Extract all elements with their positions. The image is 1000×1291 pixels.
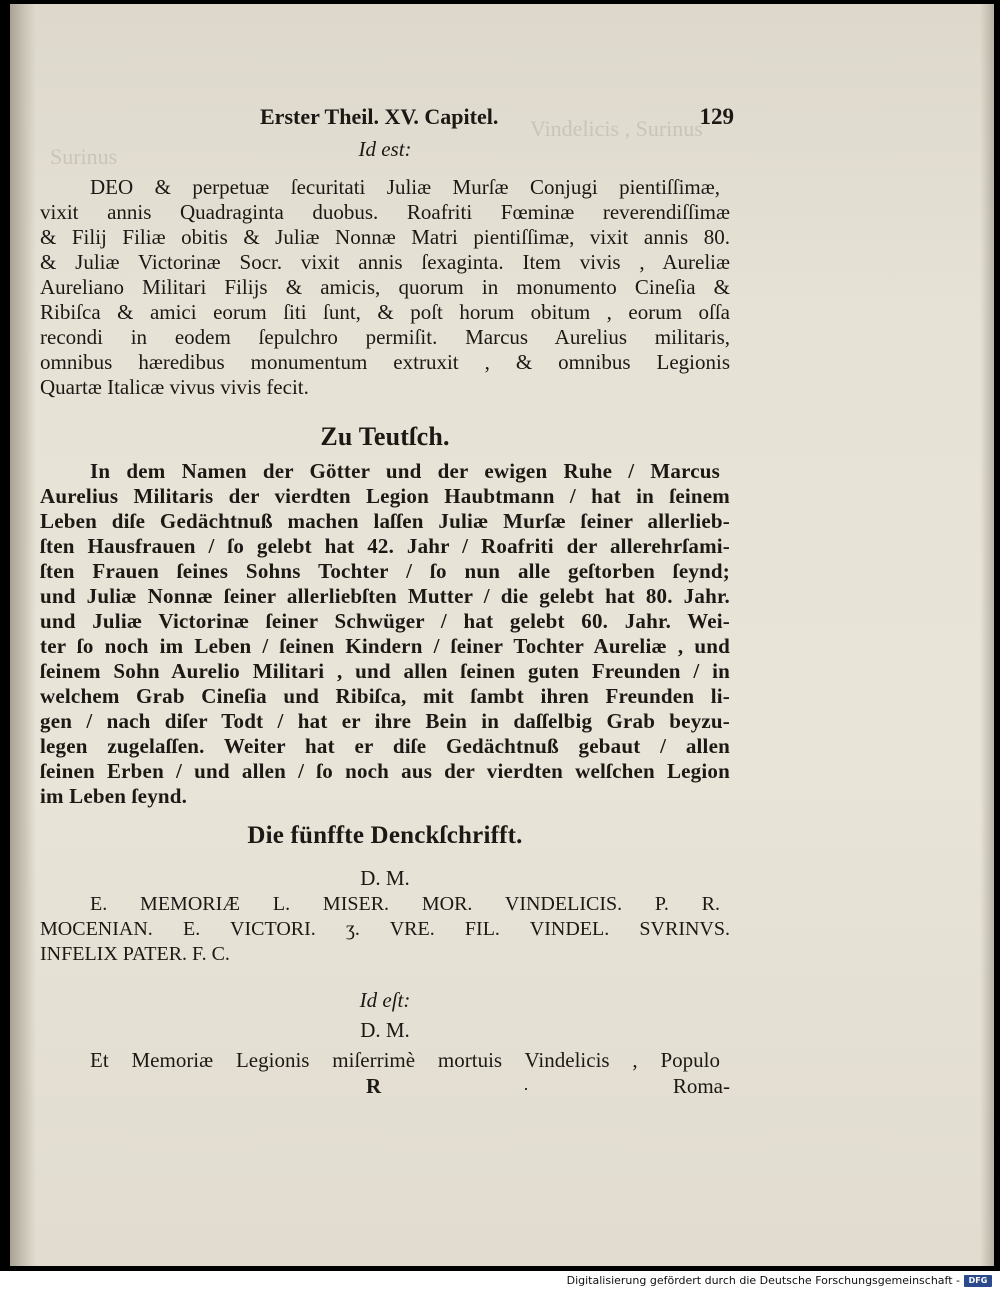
text-line: Leben diſe Gedächtnuß machen laſſen Juliæ Murſæ ſeiner allerlieb- <box>40 509 730 533</box>
ink-speck <box>525 1088 527 1090</box>
chapter-heading: Erster Theil. XV. Capitel. <box>260 104 499 129</box>
text-line: & Filij Filiæ obitis & Juliæ Nonnæ Matri pientiſſimæ, vixit annis 80. <box>40 225 730 249</box>
running-head <box>260 104 740 134</box>
section-heading: Id est: <box>358 137 412 161</box>
section-heading: Die fünffte Denckſchrifft. <box>247 822 523 849</box>
text-line: ſeinem Sohn Aurelio Militari , und allen ſeinen guten Freunden / in <box>40 659 730 683</box>
text-line: omnibus hæredibus monumentum extruxit , & omnibus Legionis <box>40 350 730 374</box>
section-heading: Id eſt: <box>359 988 411 1012</box>
section-heading: Zu Teutſch. <box>320 422 450 451</box>
text-line: Et Memoriæ Legionis miſerrimè mortuis Vindelicis , Populo <box>90 1048 720 1072</box>
text-line: und Juliæ Victorinæ ſeiner Schwüger / hat gelebt 60. Jahr. Wei- <box>40 609 730 633</box>
text-line: welchem Grab Cineſia und Ribiſca, mit ſambt ihren Freunden li- <box>40 684 730 708</box>
text-line: In dem Namen der Götter und der ewigen Ruhe / Marcus <box>90 459 720 483</box>
footer-bar <box>0 1271 1000 1291</box>
text-line: Ribiſca & amici eorum ſiti ſunt, & poſt horum obitum , eorum oſſa <box>40 300 730 324</box>
page-number: 129 <box>699 104 734 129</box>
signature-mark: R <box>366 1074 382 1098</box>
text-line: & Juliæ Victorinæ Socr. vixit annis ſexaginta. Item vivis , Aureliæ <box>40 250 730 274</box>
bleed-through-text: Surinus <box>50 144 118 169</box>
text-line: Quartæ Italicæ vivus vivis fecit. <box>40 375 309 399</box>
inscription-line: INFELIX PATER. F. C. <box>40 943 230 965</box>
text-line: vixit annis Quadraginta duobus. Roafriti Fœminæ reverendiſſimæ <box>40 200 730 224</box>
inscription-line: MOCENIAN. E. VICTORI. ʒ. VRE. FIL. VINDEL. SVRINVS. <box>40 918 730 940</box>
text-line: Aureliano Militari Filijs & amicis, quorum in monumento Cineſia & <box>40 275 730 299</box>
catchword: Roma- <box>672 1074 730 1098</box>
footer-credit: Digitalisierung gefördert durch die Deutsche Forschungsgemeinschaft - <box>566 1274 960 1287</box>
text-line: im Leben ſeynd. <box>40 784 188 808</box>
dfg-logo-icon: DFG <box>964 1275 992 1287</box>
text-line: legen zugelaſſen. Weiter hat er diſe Gedächtnuß gebaut / allen <box>40 734 730 758</box>
text-line: gen / nach diſer Todt / hat er ihre Bein in daſſelbig Grab beyzu- <box>40 709 730 733</box>
bleed-through-text: Vindelicis , Surinus <box>530 116 703 141</box>
text-line: recondi in eodem ſepulchro permiſit. Marcus Aurelius militaris, <box>40 325 730 349</box>
dm-line: D. M. <box>360 1018 410 1042</box>
text-line: und Juliæ Nonnæ ſeiner allerliebſten Mutter / die gelebt hat 80. Jahr. <box>40 584 730 608</box>
text-line: ter ſo noch im Leben / ſeinen Kindern / ſeiner Tochter Aureliæ , und <box>40 634 730 658</box>
inscription-line: E. MEMORIÆ L. MISER. MOR. VINDELICIS. P. R. <box>90 893 720 915</box>
text-line: ſten Hausfrauen / ſo gelebt hat 42. Jahr / Roafriti der allerehrſami- <box>40 534 730 558</box>
dm-line: D. M. <box>360 866 410 890</box>
book-page <box>10 4 994 1266</box>
text-line: ſeinen Erben / und allen / ſo noch aus der vierdten welſchen Legion <box>40 759 730 783</box>
text-line: Aurelius Militaris der vierdten Legion Haubtmann / hat in ſeinem <box>40 484 730 508</box>
text-line: DEO & perpetuæ ſecuritati Juliæ Murſæ Conjugi pientiſſimæ, <box>90 175 720 199</box>
text-line: ſten Frauen ſeines Sohns Tochter / ſo nun alle geſtorben ſeynd; <box>40 559 730 583</box>
